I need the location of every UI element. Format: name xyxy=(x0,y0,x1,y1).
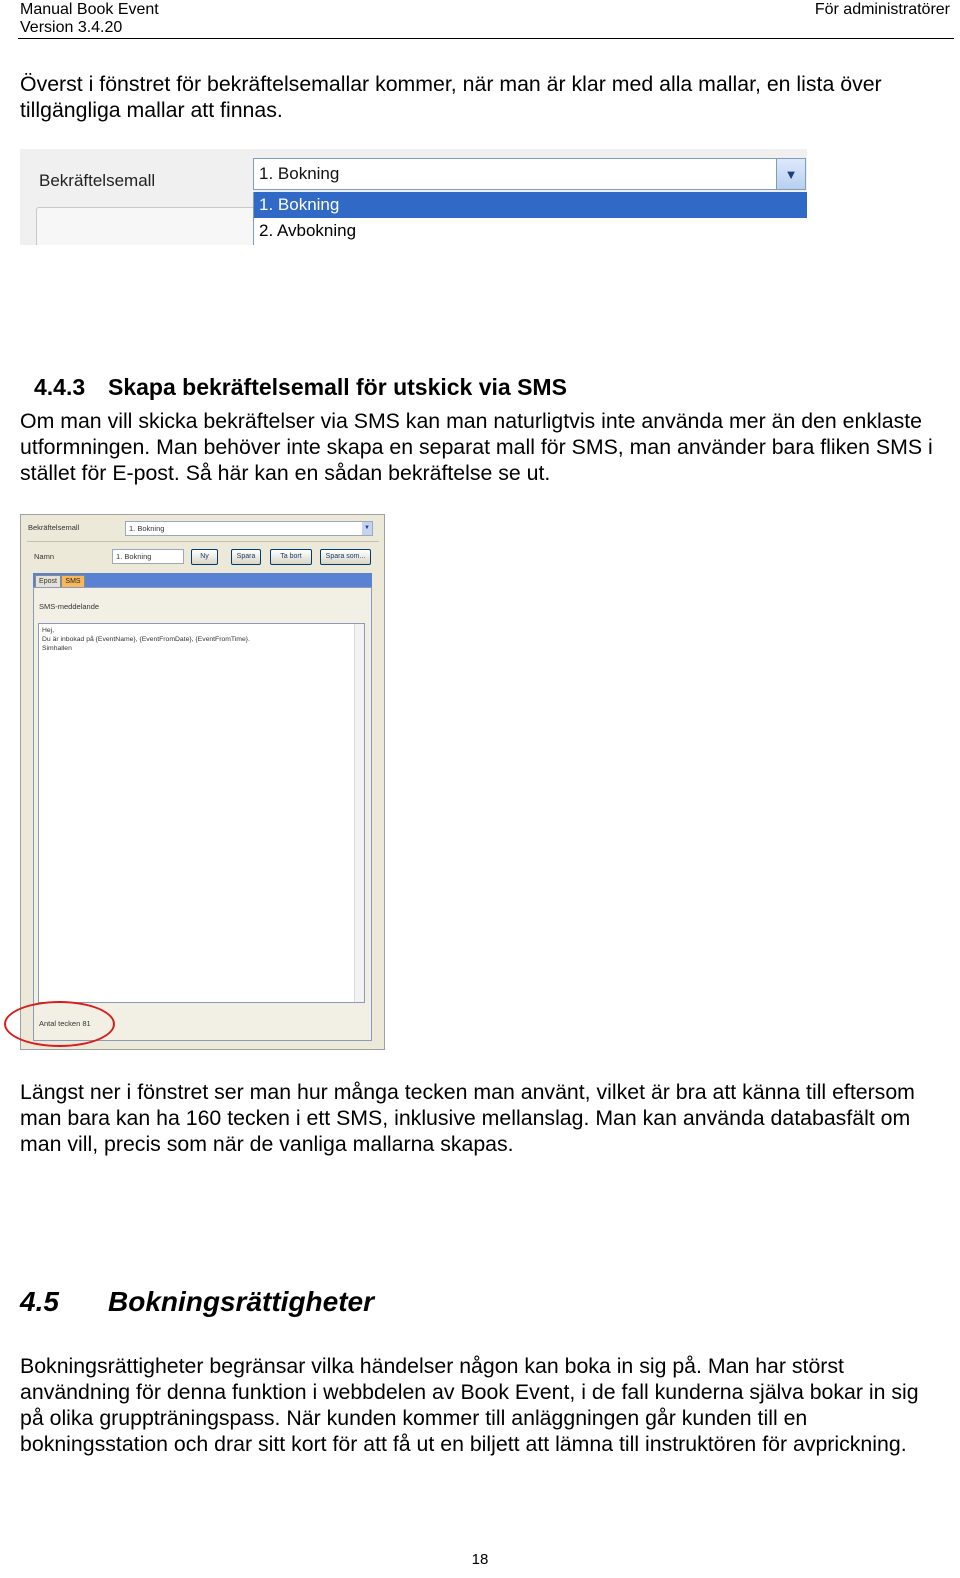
annotation-circle xyxy=(4,1001,115,1047)
paragraph-after-sms: Längst ner i fönstret ser man hur många tecken man använt, vilket är bra att känna till eftersom man bara kan ha 160 tecken i ett SMS, inklusive mellanslag. Man kan använda databasfält om man vill, precis som när de vanliga mallarna skapas. xyxy=(20,1080,915,1156)
sms-message-textarea[interactable] xyxy=(38,623,365,1003)
section-45-number: 4.5 xyxy=(20,1286,59,1317)
delete-button[interactable]: Ta bort xyxy=(270,549,312,565)
char-count: Antal tecken 81 xyxy=(39,1019,91,1028)
vertical-scrollbar[interactable] xyxy=(354,624,364,1002)
screenshot-template-dropdown xyxy=(20,149,807,245)
name-input[interactable] xyxy=(112,549,184,564)
template-select[interactable] xyxy=(125,521,373,536)
header-audience: För administratörer xyxy=(814,1,950,18)
section-443-title: Skapa bekräftelsemall för utskick via SMS xyxy=(108,374,567,400)
dropdown-arrow-icon[interactable]: ▼ xyxy=(776,159,805,189)
name-input-value: 1. Bokning xyxy=(116,552,152,561)
section-443-body: Om man vill skicka bekräftelser via SMS kan man naturligtvis inte använda mer än den enklaste utformningen. Man behöver inte skapa en separat mall för SMS, man använder bara fliken SMS i stället för E-post. Så här kan en sådan bekräftelse se ut. xyxy=(20,409,933,485)
template-option[interactable]: 2. Avbokning xyxy=(259,221,357,240)
header-product: Manual Book Event xyxy=(20,1,159,18)
new-button[interactable]: Ny xyxy=(191,549,218,565)
template-select-value: 1. Bokning xyxy=(129,524,165,533)
template-select-value: 1. Bokning xyxy=(259,164,340,183)
template-options-list xyxy=(253,192,807,245)
header-version: Version 3.4.20 xyxy=(20,19,123,36)
save-button[interactable]: Spara xyxy=(231,549,261,565)
section-443-number: 4.4.3 xyxy=(34,374,86,400)
header-rule xyxy=(18,38,954,39)
template-option[interactable]: 1. Bokning xyxy=(254,192,807,218)
template-select[interactable] xyxy=(253,158,806,190)
message-line: Hej, xyxy=(42,627,55,634)
intro-paragraph: Överst i fönstret för bekräftelsemallar kommer, när man är klar med alla mallar, en lista över tillgängliga mallar att finnas. xyxy=(20,72,882,122)
section-45-body: Bokningsrättigheter begränsar vilka händelser någon kan boka in sig på. Man har störst användning för denna funktion i webbdelen av Book Event, i de fall kunderna själva bokar in sig på olika gruppträningspass. När kunden kommer till anläggningen går kunden till en bokningsstation och drar sitt kort för att få ut en biljett att lämna till instruktören för avprickning. xyxy=(20,1354,919,1456)
separator xyxy=(27,541,379,542)
dropdown-arrow-icon[interactable]: ▼ xyxy=(362,522,372,535)
template-label: Bekräftelsemall xyxy=(28,523,80,532)
name-label: Namn xyxy=(34,552,55,561)
message-line: Simhallen xyxy=(42,645,72,652)
save-as-button[interactable]: Spara som... xyxy=(320,549,371,565)
sms-message-label: SMS-meddelande xyxy=(39,602,100,611)
message-line: Du är inbokad på {EventName}, {EventFromDate}, {EventFromTime}. xyxy=(42,636,250,643)
tab-epost[interactable]: Epost xyxy=(35,575,61,588)
panel-groove xyxy=(36,207,278,245)
screenshot-sms-template xyxy=(20,514,385,1050)
section-45-title: Bokningsrättigheter xyxy=(108,1286,375,1317)
tab-sms[interactable]: SMS xyxy=(61,575,85,588)
template-label: Bekräftelsemall xyxy=(39,171,156,190)
page-number: 18 xyxy=(471,1551,489,1568)
